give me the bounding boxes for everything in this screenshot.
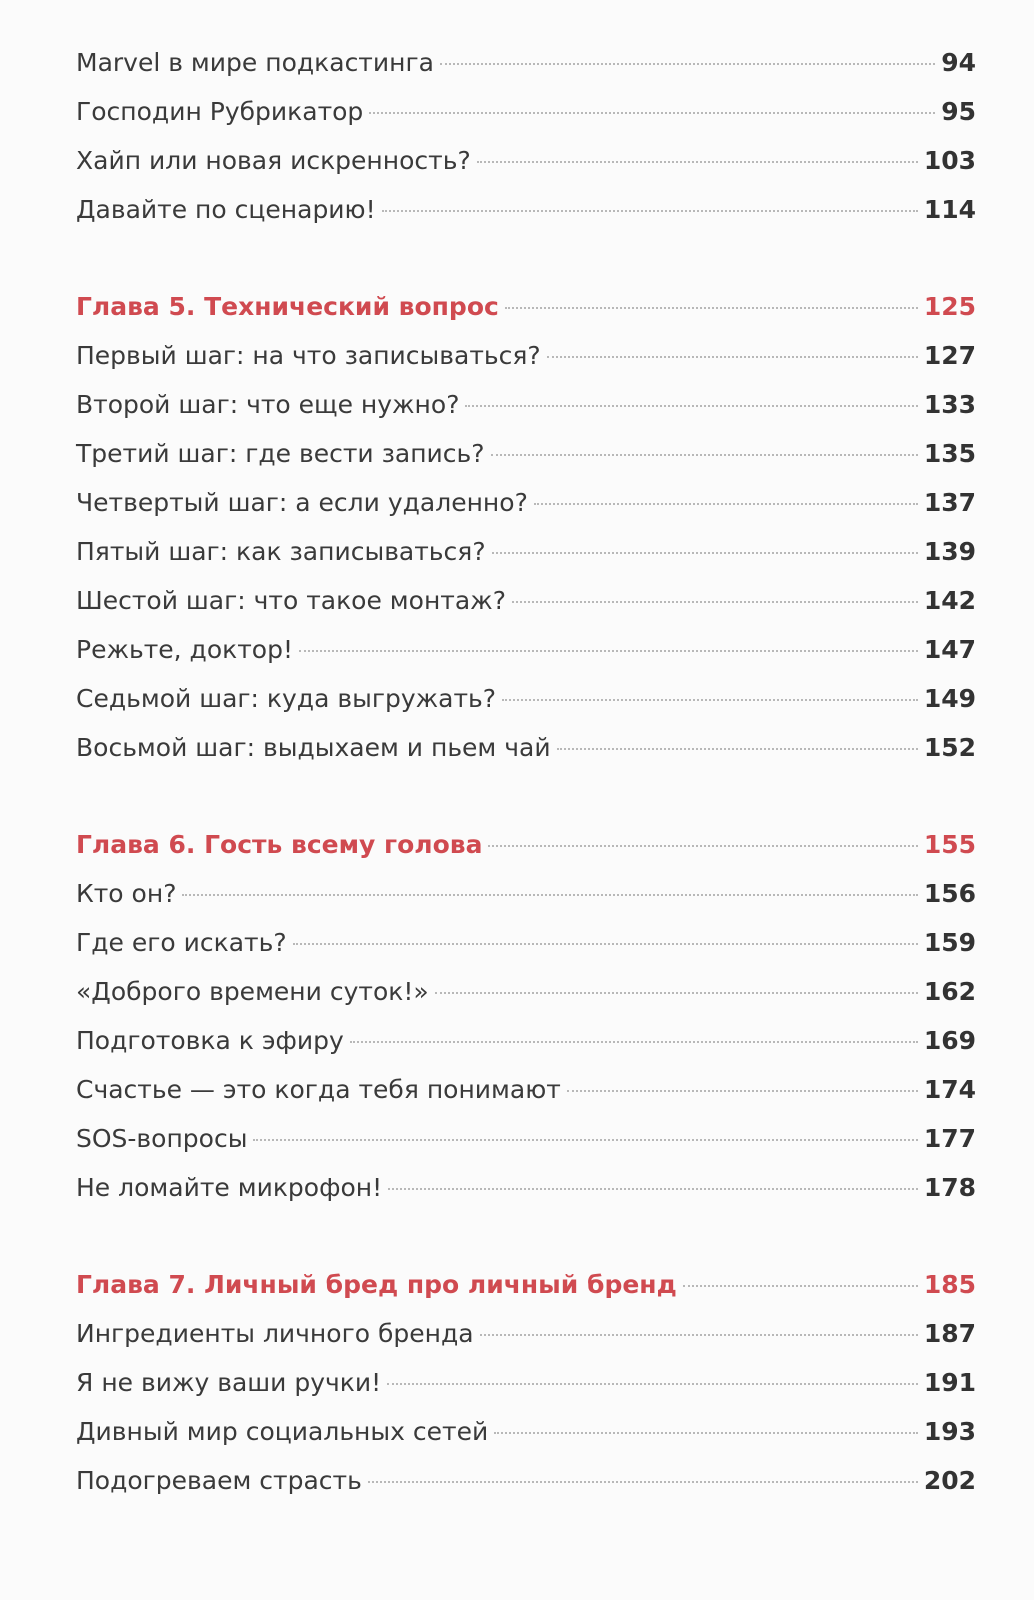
dot-leader (368, 1481, 918, 1483)
dot-leader (350, 1041, 918, 1043)
page-number: 177 (923, 1124, 976, 1153)
toc-entry (76, 918, 976, 967)
entry-title: Давайте по сценарию! (76, 195, 376, 224)
page-number: 127 (923, 341, 976, 370)
page-number: 114 (923, 195, 976, 224)
entry-title: Второй шаг: что еще нужно? (76, 390, 460, 419)
page-number: 133 (923, 390, 976, 419)
chapter-heading (76, 820, 976, 869)
dot-leader (388, 1188, 918, 1190)
chapter-heading (76, 282, 976, 331)
dot-leader (387, 1383, 918, 1385)
toc-entry (76, 869, 976, 918)
page-number: 162 (923, 977, 976, 1006)
toc-entry (76, 1065, 976, 1114)
dot-leader (502, 699, 918, 701)
entry-title: Подготовка к эфиру (76, 1026, 344, 1055)
chapter-title: Глава 7. Личный бред про личный бренд (76, 1270, 677, 1299)
section-gap (76, 772, 976, 820)
page-number: 95 (941, 97, 976, 126)
page-number: 152 (923, 733, 976, 762)
dot-leader (557, 748, 918, 750)
dot-leader (480, 1334, 918, 1336)
entry-title: Ингредиенты личного бренда (76, 1319, 474, 1348)
toc-entry (76, 1309, 976, 1358)
toc-entry (76, 429, 976, 478)
entry-title: Шестой шаг: что такое монтаж? (76, 586, 506, 615)
entry-title: Четвертый шаг: а если удаленно? (76, 488, 528, 517)
page-number: 135 (923, 439, 976, 468)
page-number: 202 (923, 1466, 976, 1495)
toc-entry (76, 87, 976, 136)
dot-leader (369, 112, 935, 114)
page-number: 142 (923, 586, 976, 615)
page-number: 169 (923, 1026, 976, 1055)
toc-entry (76, 1407, 976, 1456)
page-number: 185 (923, 1270, 976, 1299)
page-number: 156 (923, 879, 976, 908)
entry-title: Седьмой шаг: куда выгружать? (76, 684, 497, 713)
toc-entry (76, 723, 976, 772)
entry-title: Не ломайте микрофон! (76, 1173, 383, 1202)
page-number: 139 (923, 537, 976, 566)
dot-leader (494, 1432, 918, 1434)
chapter-title: Глава 5. Технический вопрос (76, 292, 499, 321)
dot-leader (299, 650, 918, 652)
dot-leader (182, 894, 917, 896)
dot-leader (547, 356, 918, 358)
toc-entry (76, 1456, 976, 1505)
section-gap (76, 1212, 976, 1260)
page-number: 147 (923, 635, 976, 664)
toc-entry (76, 576, 976, 625)
dot-leader (491, 454, 918, 456)
toc-entry (76, 674, 976, 723)
toc-entry (76, 331, 976, 380)
toc-entry (76, 185, 976, 234)
entry-title: Третий шаг: где вести запись? (76, 439, 485, 468)
page-number: 155 (923, 830, 976, 859)
toc-entry (76, 1163, 976, 1212)
dot-leader (253, 1139, 917, 1141)
entry-title: Я не вижу ваши ручки! (76, 1368, 382, 1397)
dot-leader (505, 307, 918, 309)
dot-leader (435, 992, 918, 994)
page-number: 178 (923, 1173, 976, 1202)
entry-title: Кто он? (76, 879, 177, 908)
entry-title: Дивный мир социальных сетей (76, 1417, 489, 1446)
dot-leader (512, 601, 918, 603)
page-number: 149 (923, 684, 976, 713)
page-number: 187 (923, 1319, 976, 1348)
toc-entry (76, 967, 976, 1016)
page-number: 94 (941, 48, 976, 77)
toc-entry (76, 38, 976, 87)
toc-entry (76, 380, 976, 429)
entry-title: Счастье — это когда тебя понимают (76, 1075, 561, 1104)
entry-title: Первый шаг: на что записываться? (76, 341, 541, 370)
page-number: 191 (923, 1368, 976, 1397)
chapter-heading (76, 1260, 976, 1309)
entry-title: Режьте, доктор! (76, 635, 293, 664)
entry-title: SOS-вопросы (76, 1124, 248, 1153)
page-number: 137 (923, 488, 976, 517)
entry-title: Господин Рубрикатор (76, 97, 364, 126)
dot-leader (477, 161, 918, 163)
section-gap (76, 234, 976, 282)
dot-leader (567, 1090, 918, 1092)
dot-leader (382, 210, 918, 212)
entry-title: Пятый шаг: как записываться? (76, 537, 486, 566)
toc-entry (76, 1358, 976, 1407)
page-number: 174 (923, 1075, 976, 1104)
dot-leader (293, 943, 918, 945)
entry-title: «Доброго времени суток!» (76, 977, 429, 1006)
dot-leader (534, 503, 918, 505)
dot-leader (488, 845, 917, 847)
dot-leader (465, 405, 917, 407)
table-of-contents (76, 38, 976, 1505)
entry-title: Восьмой шаг: выдыхаем и пьем чай (76, 733, 551, 762)
page-number: 193 (923, 1417, 976, 1446)
dot-leader (683, 1285, 918, 1287)
toc-entry (76, 1016, 976, 1065)
entry-title: Marvel в мире подкастинга (76, 48, 434, 77)
entry-title: Где его искать? (76, 928, 287, 957)
toc-entry (76, 1114, 976, 1163)
toc-entry (76, 527, 976, 576)
dot-leader (492, 552, 918, 554)
toc-entry (76, 478, 976, 527)
page-number: 125 (923, 292, 976, 321)
entry-title: Подогреваем страсть (76, 1466, 362, 1495)
dot-leader (440, 63, 935, 65)
entry-title: Хайп или новая искренность? (76, 146, 471, 175)
page-number: 159 (923, 928, 976, 957)
chapter-title: Глава 6. Гость всему голова (76, 830, 483, 859)
toc-entry (76, 136, 976, 185)
page-number: 103 (923, 146, 976, 175)
toc-entry (76, 625, 976, 674)
